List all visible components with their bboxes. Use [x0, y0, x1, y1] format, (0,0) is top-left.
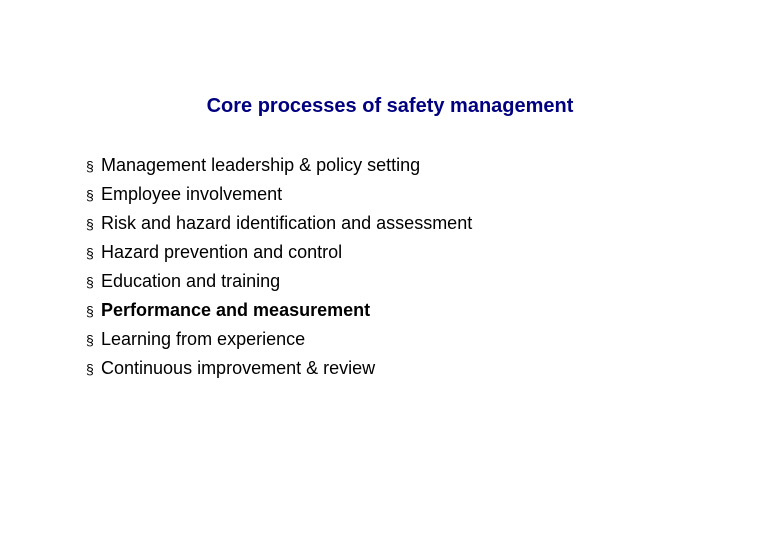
bullet-item	[86, 267, 472, 296]
bullet-marker-icon: §	[86, 303, 94, 319]
bullet-marker-icon: §	[86, 274, 94, 290]
bullet-item	[86, 238, 472, 267]
bullet-item	[86, 354, 472, 383]
bullet-text: Employee involvement	[101, 184, 283, 204]
bullet-text: Performance and measurement	[101, 300, 371, 320]
bullet-item	[86, 180, 472, 209]
bullet-marker-icon: §	[86, 158, 94, 174]
bullet-item	[86, 151, 472, 180]
bullet-text: Learning from experience	[101, 329, 306, 349]
bullet-text: Risk and hazard identification and assessment	[101, 213, 473, 233]
bullet-marker-icon: §	[86, 332, 94, 348]
bullet-marker-icon: §	[86, 216, 94, 232]
bullet-text: Continuous improvement & review	[101, 358, 376, 378]
bullet-item	[86, 325, 472, 354]
bullet-text: Hazard prevention and control	[101, 242, 343, 262]
bullet-item	[86, 296, 472, 325]
bullet-marker-icon: §	[86, 187, 94, 203]
bullet-text: Education and training	[101, 271, 281, 291]
bullet-marker-icon: §	[86, 361, 94, 377]
bullet-marker-icon: §	[86, 245, 94, 261]
slide-title: Core processes of safety management	[206, 95, 574, 117]
bullet-list	[86, 151, 472, 383]
bullet-item	[86, 209, 472, 238]
bullet-text: Management leadership & policy setting	[101, 155, 421, 175]
